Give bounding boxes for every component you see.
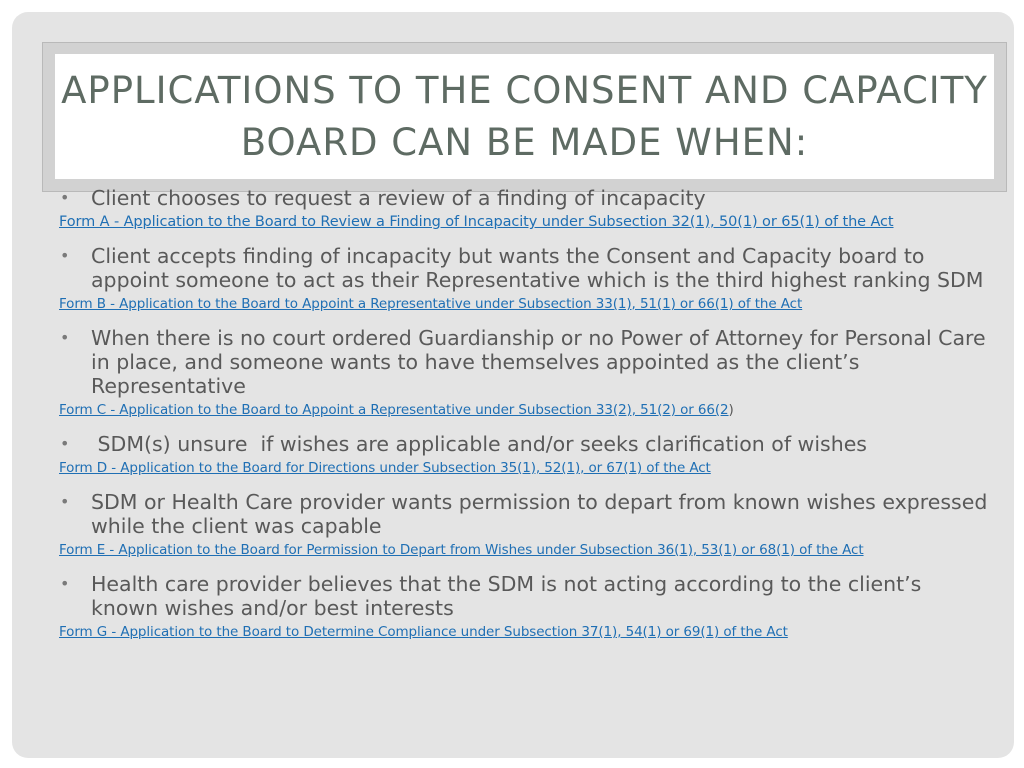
bullet-label: Client accepts finding of incapacity but wants the Consent and Capacity board to appoint someone to act as their Representative which is the third highest ranking SDM	[91, 244, 984, 292]
bullet-dot-icon: •	[60, 574, 70, 593]
bullet-text	[59, 490, 989, 538]
bullet-label: Health care provider believes that the SDM is not acting according to the client’s known wishes and/or best interests	[91, 572, 922, 620]
form-c-suffix: )	[728, 402, 734, 418]
bullet-text	[59, 186, 989, 210]
bullet-label: Client chooses to request a review of a finding of incapacity	[91, 186, 706, 210]
bullet-dot-icon: •	[60, 246, 70, 265]
bullet-dot-icon: •	[60, 328, 70, 347]
title-frame	[42, 42, 1007, 192]
slide-title: APPLICATIONS TO THE CONSENT AND CAPACITY BOARD CAN BE MADE WHEN:	[61, 68, 988, 164]
list-item	[59, 326, 989, 419]
list-item	[59, 490, 989, 559]
form-c-row	[59, 401, 989, 419]
bullet-dot-icon: •	[60, 492, 70, 511]
list-item	[59, 432, 989, 477]
bullet-label: SDM or Health Care provider wants permission to depart from known wishes expressed while the client was capable	[91, 490, 988, 538]
list-item	[59, 244, 989, 313]
form-b-link[interactable]: Form B - Application to the Board to Appoint a Representative under Subsection 33(1), 51(1) or 66(1) of the Act	[59, 296, 803, 312]
bullet-text	[59, 572, 989, 620]
title-box	[55, 54, 994, 179]
bullet-text	[59, 326, 989, 398]
bullet-dot-icon: •	[60, 188, 70, 207]
bullet-label: SDM(s) unsure if wishes are applicable and/or seeks clarification of wishes	[91, 432, 867, 456]
bullet-text	[59, 244, 989, 292]
form-d-link[interactable]: Form D - Application to the Board for Directions under Subsection 35(1), 52(1), or 67(1) of the Act	[59, 460, 711, 476]
bullet-list	[59, 186, 989, 654]
bullet-label: When there is no court ordered Guardianship or no Power of Attorney for Personal Care in place, and someone wants to have themselves appointed as the client’s Representative	[91, 326, 986, 398]
bullet-text	[59, 432, 989, 456]
form-e-link[interactable]: Form E - Application to the Board for Permission to Depart from Wishes under Subsection 36(1), 53(1) or 68(1) of the Act	[59, 542, 864, 558]
list-item	[59, 572, 989, 641]
bullet-dot-icon: •	[60, 434, 70, 453]
form-c-link[interactable]: Form C - Application to the Board to Appoint a Representative under Subsection 33(2), 51(2) or 66(2	[59, 402, 729, 418]
list-item	[59, 186, 989, 231]
form-g-link[interactable]: Form G - Application to the Board to Determine Compliance under Subsection 37(1), 54(1) or 69(1) of the Act	[59, 624, 788, 640]
form-a-link[interactable]: Form A - Application to the Board to Review a Finding of Incapacity under Subsection 32(1), 50(1) or 65(1) of the Act	[59, 214, 894, 230]
